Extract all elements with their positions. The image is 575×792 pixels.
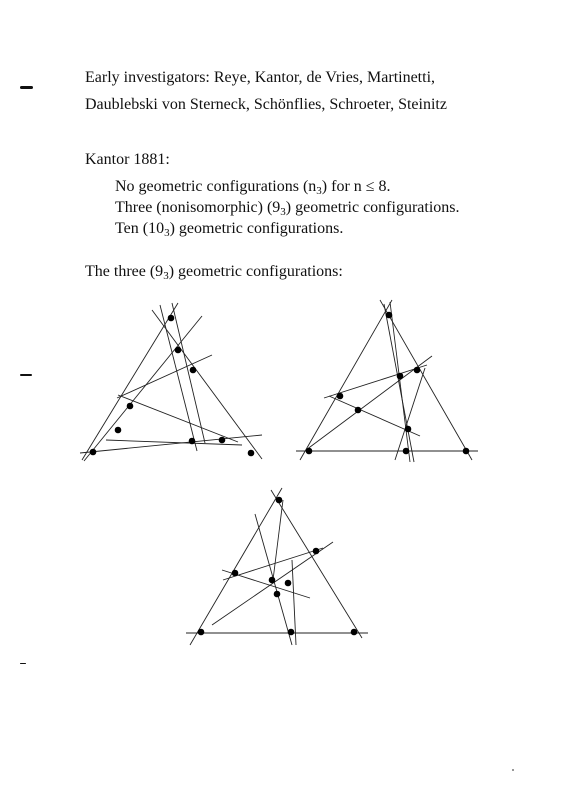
early-investigators-line-1: Early investigators: Reye, Kantor, de Vries, Martinetti, xyxy=(85,69,436,86)
figures-caption xyxy=(85,262,343,282)
configuration-figure-2 xyxy=(290,295,490,470)
configuration-figure-1 xyxy=(70,295,280,470)
early-investigators-line-2: Daublebski von Sterneck, Schönflies, Schroeter, Steinitz xyxy=(85,96,447,113)
kantor-item-3 xyxy=(115,219,343,239)
kantor-item-2-sub: 3 xyxy=(280,206,286,218)
margin-mark xyxy=(20,86,33,89)
kantor-item-3-sub: 3 xyxy=(164,227,170,239)
figures-caption-post: ) geometric configurations: xyxy=(168,263,343,280)
kantor-item-2-pre: Three (nonisomorphic) (9 xyxy=(115,199,281,216)
margin-mark xyxy=(20,663,26,664)
figures-caption-pre: The three (9 xyxy=(85,263,164,280)
kantor-heading: Kantor 1881: xyxy=(85,151,170,168)
configuration-figure-3 xyxy=(180,485,380,660)
figures-caption-sub: 3 xyxy=(163,270,169,282)
kantor-item-3-pre: Ten (10 xyxy=(115,220,165,237)
kantor-item-2 xyxy=(115,198,460,218)
margin-mark xyxy=(20,374,32,376)
speck-mark xyxy=(512,769,514,771)
kantor-item-1-pre: No geometric configurations (n xyxy=(115,178,317,195)
kantor-item-3-post: ) geometric configurations. xyxy=(169,220,344,237)
kantor-item-1 xyxy=(115,177,391,197)
kantor-item-2-post: ) geometric configurations. xyxy=(285,199,460,216)
kantor-item-1-sub: 3 xyxy=(316,185,322,197)
kantor-item-1-post: ) for n ≤ 8. xyxy=(321,178,391,195)
